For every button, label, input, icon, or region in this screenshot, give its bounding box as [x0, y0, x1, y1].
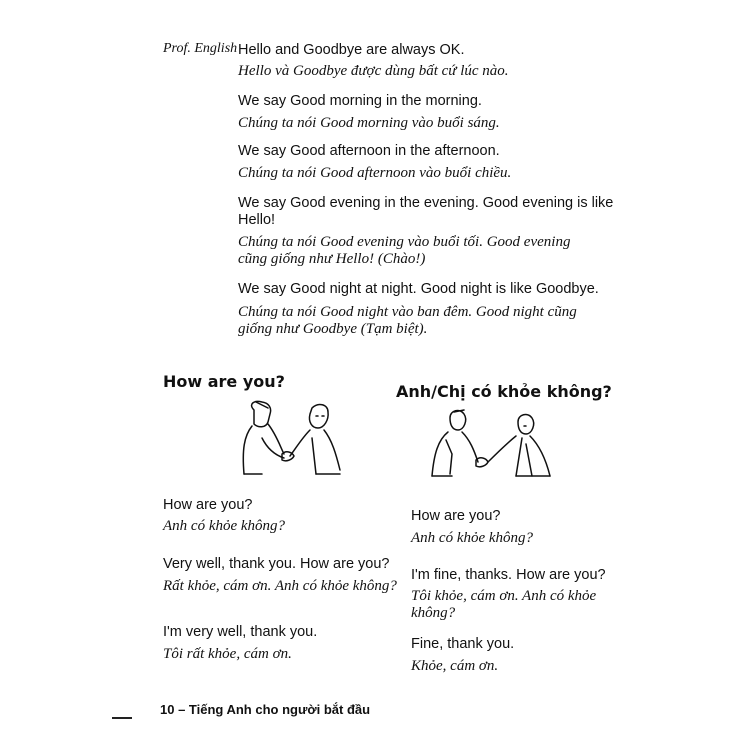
conversation-line: không? [411, 605, 456, 621]
conversation-line: Tôi khỏe, cám ơn. Anh có khỏe [411, 588, 597, 604]
conversation-line: How are you? [411, 508, 501, 524]
page-footer: 10 – Tiếng Anh cho người bắt đầu [160, 702, 371, 717]
section-heading-right: Anh/Chị có khỏe không? [396, 382, 612, 401]
conversation-line: Very well, thank you. How are you? [163, 556, 390, 572]
dialogue-line: Chúng ta nói Good evening vào buổi tối. Good evening [238, 234, 571, 250]
dialogue-line: We say Good evening in the evening. Good evening is like [238, 195, 614, 211]
conversation-line: How are you? [163, 497, 253, 513]
conversation-line: Rất khỏe, cám ơn. Anh có khỏe không? [163, 578, 397, 594]
handshake-illustration-left [232, 398, 347, 480]
dialogue-line: We say Good afternoon in the afternoon. [238, 143, 500, 159]
dialogue-line: Hello! [238, 212, 276, 228]
conversation-line: I'm very well, thank you. [163, 624, 318, 640]
handshake-illustration-right [422, 404, 562, 486]
dialogue-line: Hello và Goodbye được dùng bất cứ lúc nào. [238, 63, 509, 79]
conversation-line: Fine, thank you. [411, 636, 515, 652]
dialogue-line: Hello and Goodbye are always OK. [238, 42, 465, 58]
dialogue-line: Chúng ta nói Good morning vào buổi sáng. [238, 115, 500, 131]
conversation-line: Anh có khỏe không? [163, 518, 286, 534]
dialogue-line: cũng giống như Hello! (Chào!) [238, 251, 426, 267]
dialogue-line: Chúng ta nói Good afternoon vào buổi chiều. [238, 165, 512, 181]
dialogue-line: Chúng ta nói Good night vào ban đêm. Good night cũng [238, 304, 577, 320]
conversation-line: Tôi rất khỏe, cám ơn. [163, 646, 292, 662]
dialogue-line: We say Good morning in the morning. [238, 93, 482, 109]
conversation-line: Anh có khỏe không? [411, 530, 534, 546]
dialogue-line: We say Good night at night. Good night is like Goodbye. [238, 281, 599, 297]
dialogue-line: giống như Goodbye (Tạm biệt). [238, 321, 428, 337]
speaker-label: Prof. English [163, 41, 238, 56]
section-heading-left: How are you? [163, 372, 285, 391]
conversation-line: I'm fine, thanks. How are you? [411, 567, 606, 583]
page-edge-mark [112, 717, 132, 719]
conversation-line: Khỏe, cám ơn. [411, 658, 499, 674]
